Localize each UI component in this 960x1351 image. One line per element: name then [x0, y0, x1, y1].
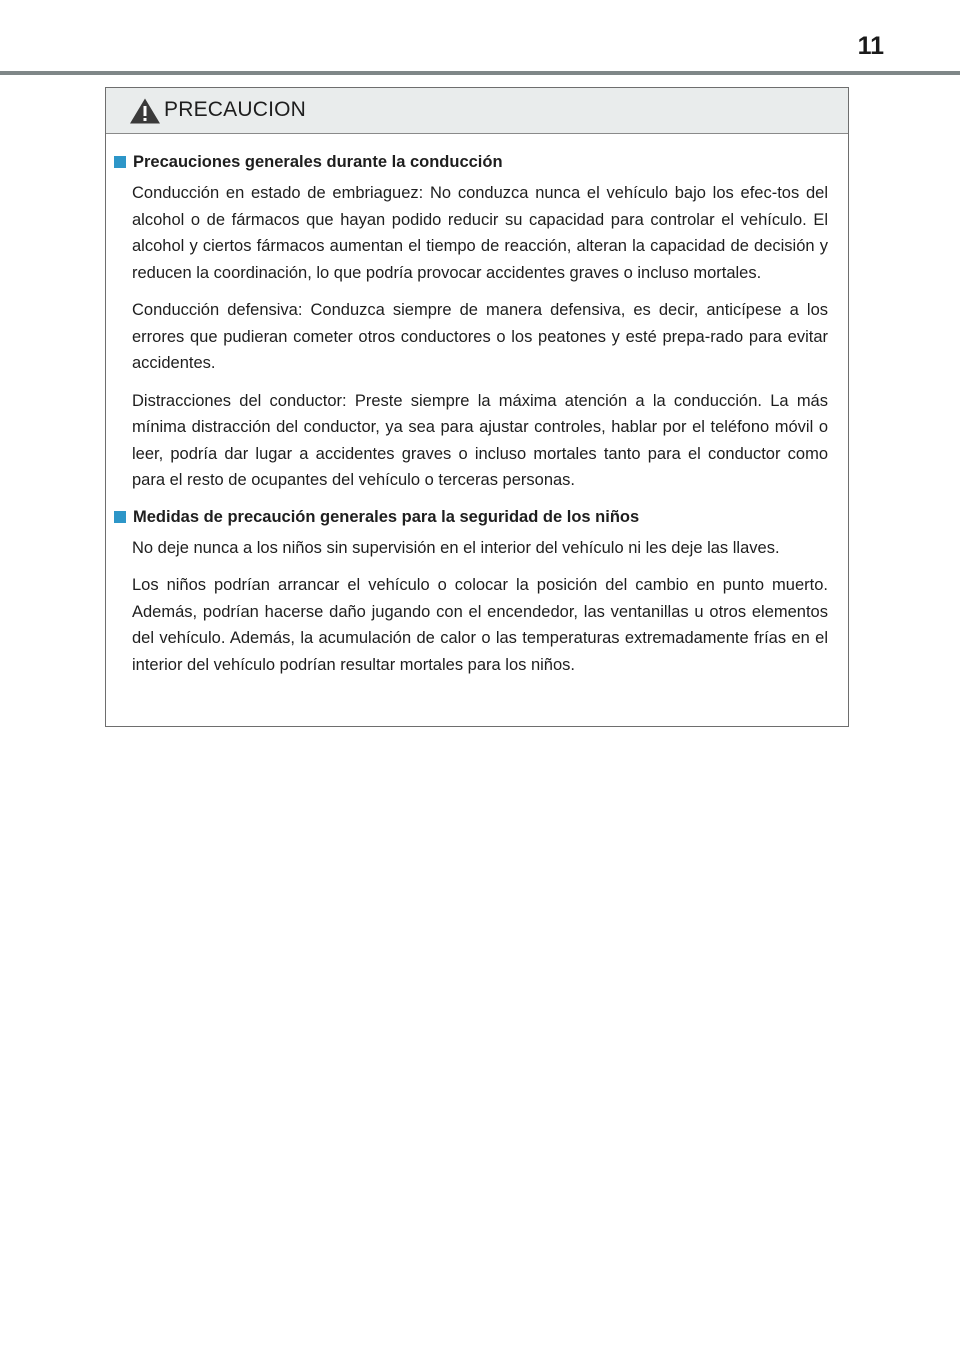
paragraph-defensive-driving: Conducción defensiva: Conduzca siempre de manera defensiva, es decir, anticípese a los errores que pudieran cometer otros conductores o los peatones y esté prepa-rado para evitar accidentes. — [132, 301, 828, 372]
section-heading — [114, 150, 828, 174]
section-heading-text: Precauciones generales durante la conducción — [133, 153, 503, 171]
square-bullet-icon — [114, 156, 126, 168]
caution-body — [106, 134, 848, 678]
header-rule — [0, 71, 960, 75]
warning-triangle-icon — [129, 97, 161, 125]
paragraph-unattended-children: No deje nunca a los niños sin supervisión en el interior del vehículo ni les deje las llaves. — [132, 538, 780, 557]
caution-box — [105, 87, 849, 727]
section-driving-precautions — [114, 150, 828, 494]
paragraph-driver-distraction: Distracciones del conductor: Preste siempre la máxima atención a la conducción. La más mínima distracción del conductor, ya sea para ajustar controles, hablar por el teléfono móvil o leer, podría dar lugar a accidentes graves o incluso mortales tanto para el conductor como para el resto de ocupantes del vehículo o terceras personas. — [132, 391, 828, 489]
section-heading-text: Medidas de precaución generales para la seguridad de los niños — [133, 507, 640, 526]
square-bullet-icon — [114, 511, 126, 523]
page-number: 11 — [857, 32, 884, 60]
section-child-safety — [114, 505, 828, 679]
caution-title: PRECAUCION — [164, 98, 307, 121]
caution-header — [106, 88, 848, 134]
paragraph-child-hazards: Los niños podrían arrancar el vehículo o colocar la posición del cambio en punto muerto. Además, podrían hacerse daño jugando con el encendedor, las ventanillas u otros elementos del vehículo. Además, la acumulación de calor o las temperaturas extremadamente frías en el interior del vehículo podrían resultar mortales para los niños. — [132, 576, 828, 674]
paragraph-drunk-driving: Conducción en estado de embriaguez: No conduzca nunca el vehículo bajo los efec-tos del alcohol o de fármacos que hayan podido reducir su capacidad para controlar el vehículo. El alcohol y ciertos fármacos aumentan el tiempo de reacción, alteran la capacidad de decisión y reducen la coordinación, lo que podría provocar accidentes graves o incluso mortales. — [132, 184, 828, 282]
section-heading — [114, 505, 828, 529]
